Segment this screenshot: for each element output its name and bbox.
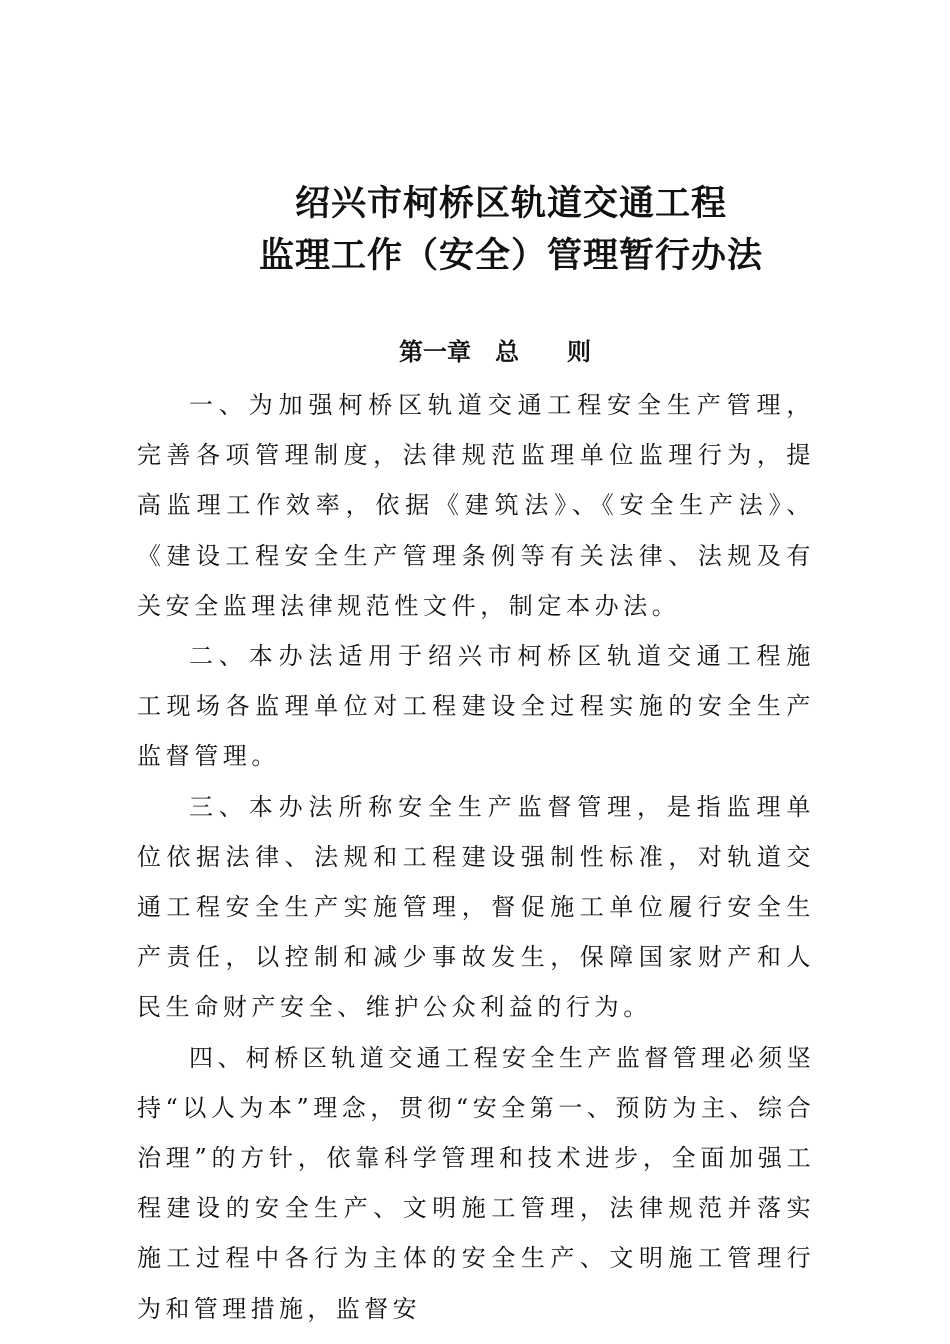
chapter-heading: 第一章 总 则: [399, 338, 591, 366]
document-body: [137, 380, 815, 1334]
document-title-line-1: 绍兴市柯桥区轨道交通工程: [294, 183, 727, 224]
paragraph-2: 二、本办法适用于绍兴市柯桥区轨道交通工程施工现场各监理单位对工程建设全过程实施的安全生产监督管理。: [137, 642, 815, 771]
paragraph-4: 四、柯桥区轨道交通工程安全生产监督管理必须坚持“以人为本”理念，贯彻“安全第一、预防为主、综合治理”的方针，依靠科学管理和技术进步，全面加强工程建设的安全生产、文明施工管理，法律规范并落实施工过程中各行为主体的安全生产、文明施工管理行为和管理措施，监督安: [137, 1043, 815, 1323]
paragraph-3: 三、本办法所称安全生产监督管理，是指监理单位依据法律、法规和工程建设强制性标准，对轨道交通工程安全生产实施管理，督促施工单位履行安全生产责任，以控制和减少事故发生，保障国家财产和人民生命财产安全、维护公众利益的行为。: [137, 792, 815, 1022]
document-title-line-2: 监理工作（安全）管理暂行办法: [258, 235, 763, 276]
paragraph-1: 一、为加强柯桥区轨道交通工程安全生产管理，完善各项管理制度，法律规范监理单位监理行为，提高监理工作效率，依据《建筑法》、《安全生产法》、《建设工程安全生产管理条例等有关法律、法规及有关安全监理法律规范性文件，制定本办法。: [137, 391, 815, 620]
